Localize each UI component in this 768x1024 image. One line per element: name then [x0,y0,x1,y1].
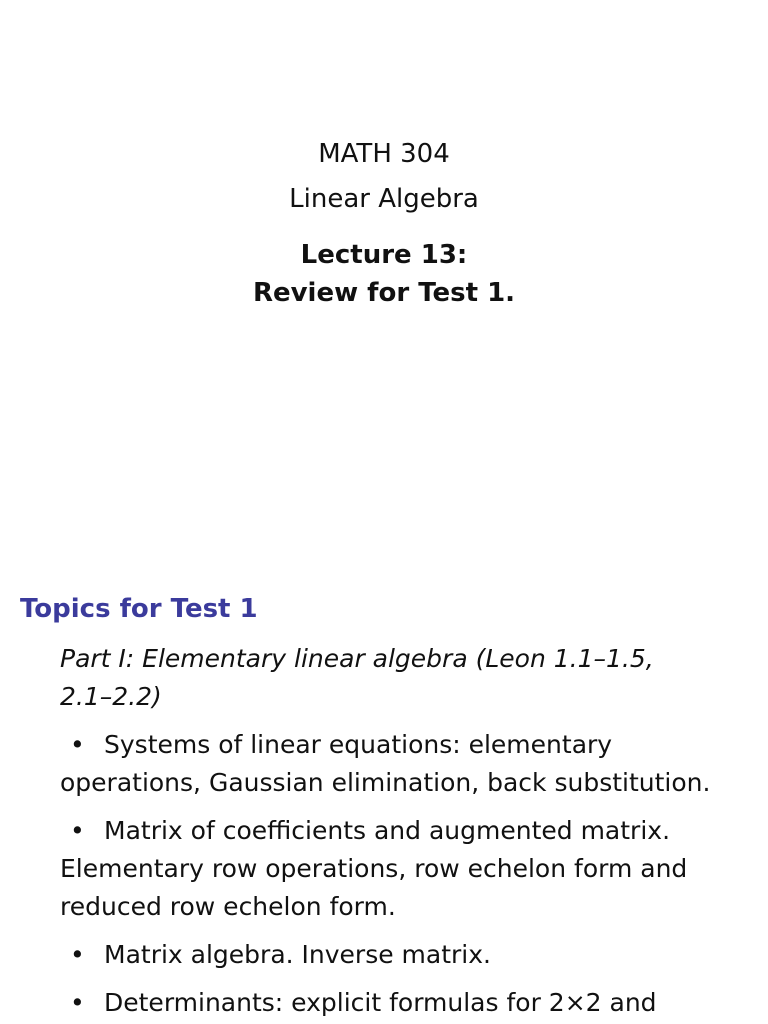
course-code: MATH 304 [318,139,450,169]
list-item-text: Determinants: explicit formulas for 2×2 and [104,988,657,1017]
list-item [60,936,740,974]
section-heading: Topics for Test 1 [20,594,258,624]
list-item [60,812,740,926]
lecture-title: Review for Test 1. [252,278,516,308]
list-item-text: Matrix algebra. Inverse matrix. [104,940,491,969]
bullet-icon: • [70,816,85,845]
title-block [0,132,768,312]
bullet-icon: • [70,730,85,759]
list-item-text: Matrix of coefficients and augmented matrix. Elementary row operations, row echelon form and reduced row echelon form. [60,816,688,921]
list-item-text: Systems of linear equations: elementary operations, Gaussian elimination, back substitution. [60,730,711,797]
lecture-number: Lecture 13: [300,240,468,270]
bullet-icon: • [70,940,85,969]
list-item [60,726,740,802]
part-heading: Part I: Elementary linear algebra (Leon 1.1–1.5, 2.1–2.2) [60,644,654,711]
bullet-icon: • [70,988,85,1017]
list-item [60,984,740,1022]
topics-section [20,588,760,1022]
course-name: Linear Algebra [289,184,479,214]
